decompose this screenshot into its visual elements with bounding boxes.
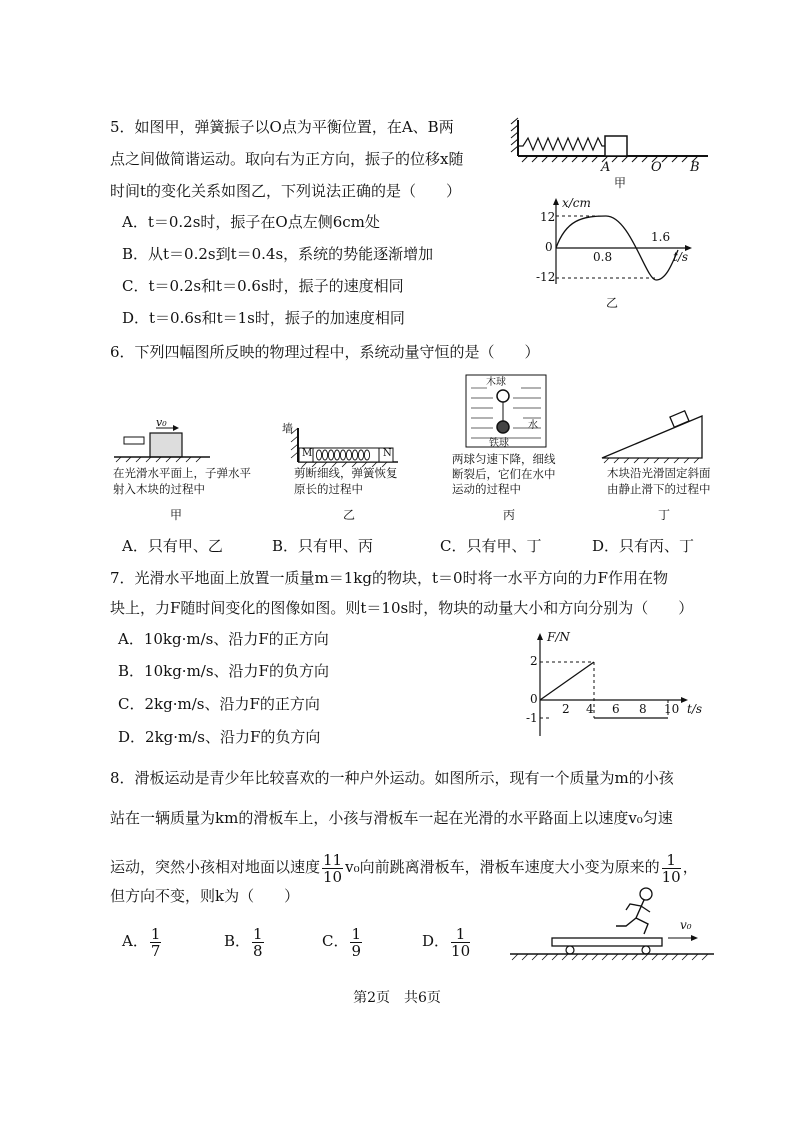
q5-stem-line1: 5．如图甲，弹簧振子以O点为平衡位置，在A、B两: [110, 118, 454, 136]
q6-bing-caption-line2: 断裂后，它们在水中: [452, 467, 556, 481]
q8-option-b-den: 8: [253, 941, 263, 960]
page-footer: 第2页 共6页: [353, 990, 441, 1006]
q7-graph-xlabel: t/s: [687, 702, 703, 716]
q6-bing-caption-line1: 两球匀速下降，细线: [452, 452, 556, 466]
q6-yi-caption-line2: 原长的过程中: [294, 482, 363, 496]
q7-option-d: D．2kg·m/s、沿力F的负方向: [118, 728, 321, 746]
q6-yi-name: 乙: [343, 508, 356, 522]
q7-graph-xtick-10: 10: [664, 702, 680, 716]
q8-fraction-1-10: [662, 852, 681, 885]
q7-graph-ylabel: F/N: [547, 630, 570, 644]
q8-figure-v0-label: v₀: [680, 918, 692, 932]
q8-line3-part3: ，: [682, 858, 698, 876]
q6-ding-caption-line1: 木块沿光滑固定斜面: [607, 466, 711, 480]
q8-option-a-den: 7: [150, 941, 161, 960]
q8-option-c-fraction: [350, 926, 362, 959]
q7-graph-ytick-2: 2: [530, 654, 538, 668]
q8-frac2-numerator: 1: [662, 852, 681, 869]
q8-option-b: [224, 924, 266, 959]
q5-graph-ytick-12: 12: [540, 210, 556, 224]
q7-graph-origin: 0: [530, 692, 538, 706]
q5-graph-ytick-neg12: -12: [536, 270, 556, 284]
q5-figure-jia-caption: 甲: [614, 176, 627, 190]
q7-graph-ytick-neg1: -1: [526, 711, 538, 725]
q6-bing-caption-line3: 运动的过程中: [452, 482, 521, 496]
q6-bing-iron-ball-label: 铁球: [489, 438, 509, 449]
q5-option-b: B．从t＝0.2s到t＝0.4s，系统的势能逐渐增加: [122, 245, 434, 263]
q8-option-b-fraction: [252, 926, 264, 959]
q7-stem-line1: 7．光滑水平地面上放置一质量m＝1kg的物块，t＝0时将一水平方向的力F作用在物: [110, 569, 668, 587]
q6-yi-n-label: N: [383, 448, 392, 459]
q7-graph-xtick-6: 6: [612, 702, 620, 716]
q7-figure-ft-graph: [520, 630, 703, 738]
q8-option-b-letter: B．: [224, 932, 251, 950]
q6-option-d: D．只有丙、丁: [592, 537, 695, 555]
q6-yi-wall-label: 墙: [282, 422, 293, 435]
q7-option-b: B．10kg·m/s、沿力F的负方向: [118, 662, 329, 680]
q8-frac2-denominator: 10: [661, 867, 681, 886]
q5-figure-yi-caption: 乙: [606, 296, 619, 310]
q8-line3-part2: v₀向前跳离滑板车，滑板车速度大小变为原来的: [345, 858, 660, 876]
q5-option-a: A．t＝0.2s时，振子在O点左侧6cm处: [122, 213, 380, 231]
q6-option-a: A．只有甲、乙: [122, 537, 223, 555]
q6-ding-caption-line2: 由静止滑下的过程中: [607, 482, 711, 496]
q6-bing-name: 丙: [503, 508, 516, 522]
q8-option-a-num: 1: [150, 924, 161, 943]
q5-graph-xtick-16: 1.6: [651, 230, 671, 244]
q5-option-c: C．t＝0.2s和t＝0.6s时，振子的速度相同: [122, 277, 404, 295]
q6-yi-caption-line1: 剪断细线，弹簧恢复: [294, 466, 398, 480]
q6-option-b: B．只有甲、丙: [272, 537, 374, 555]
q7-option-a: A．10kg·m/s、沿力F的正方向: [118, 630, 329, 648]
q6-bing-water-label: 水: [528, 420, 538, 431]
q8-line3-part1: 运动，突然小孩相对地面以速度: [110, 858, 321, 876]
q7-graph-xtick-8: 8: [639, 702, 647, 716]
q5-label-o: O: [651, 160, 662, 175]
q8-option-d-fraction: [451, 926, 470, 959]
q6-option-c: C．只有甲、丁: [440, 537, 542, 555]
q5-graph-ylabel: x/cm: [562, 196, 591, 210]
q6-bing-wood-ball-label: 木球: [486, 377, 506, 388]
q8-option-c-den: 9: [351, 941, 362, 960]
q7-stem-line2: 块上，力F随时间变化的图像如图。则t＝10s时，物块的动量大小和方向分别为（ ）: [110, 599, 694, 617]
q5-stem-line2: 点之间做简谐运动。取向右为正方向，振子的位移x随: [110, 150, 464, 168]
q6-figure-yi-spring-blocks: [286, 424, 406, 468]
q6-figure-ding-incline: [598, 410, 708, 466]
q5-label-a: A: [601, 160, 611, 175]
q5-graph-xtick-08: 0.8: [593, 250, 613, 264]
q8-option-b-num: 1: [253, 924, 263, 943]
q7-graph-xtick-2: 2: [562, 702, 570, 716]
q6-ding-name: 丁: [658, 508, 671, 522]
q7-option-c: C．2kg·m/s、沿力F的正方向: [118, 695, 320, 713]
q6-jia-name: 甲: [170, 508, 183, 522]
q8-line1: 8．滑板运动是青少年比较喜欢的一种户外运动。如图所示，现有一个质量为m的小孩: [110, 769, 674, 787]
q8-frac1-numerator: 11: [323, 850, 343, 869]
q8-option-c: [322, 924, 364, 959]
q5-option-d: D．t＝0.6s和t＝1s时，振子的加速度相同: [122, 309, 405, 327]
q8-option-d: [422, 924, 472, 959]
q6-yi-m-label: M: [302, 448, 313, 459]
q7-graph-xtick-4: 4: [586, 702, 594, 716]
q8-option-c-num: 1: [351, 924, 362, 943]
q8-option-d-letter: D．: [422, 932, 450, 950]
q8-fraction-11-10: [322, 852, 343, 885]
q5-stem-line3: 时间t的变化关系如图乙，下列说法正确的是（ ）: [110, 182, 462, 200]
q8-frac1-denominator: 10: [323, 867, 343, 886]
q5-graph-origin: 0: [545, 240, 553, 254]
q8-line3: [110, 850, 698, 885]
q8-option-c-letter: C．: [322, 932, 349, 950]
q6-stem: 6．下列四幅图所反映的物理过程中，系统动量守恒的是（ ）: [110, 343, 540, 361]
q8-option-d-num: 1: [451, 926, 470, 943]
q5-label-b: B: [690, 160, 700, 175]
q6-jia-caption-line2: 射入木块的过程中: [113, 482, 205, 496]
q8-line2: 站在一辆质量为km的滑板车上，小孩与滑板车一起在光滑的水平路面上以速度v₀匀速: [110, 809, 673, 827]
q8-option-a-letter: A．: [122, 932, 148, 950]
q8-option-a-fraction: [150, 926, 162, 959]
q6-jia-caption-line1: 在光滑水平面上，子弹水平: [113, 466, 251, 480]
q8-option-d-den: 10: [451, 941, 471, 960]
q8-option-a: [122, 924, 163, 959]
q5-graph-xlabel: t/s: [673, 250, 689, 264]
q6-jia-v0-label: v₀: [156, 416, 167, 429]
q8-line4: 但方向不变，则k为（ ）: [110, 887, 300, 905]
